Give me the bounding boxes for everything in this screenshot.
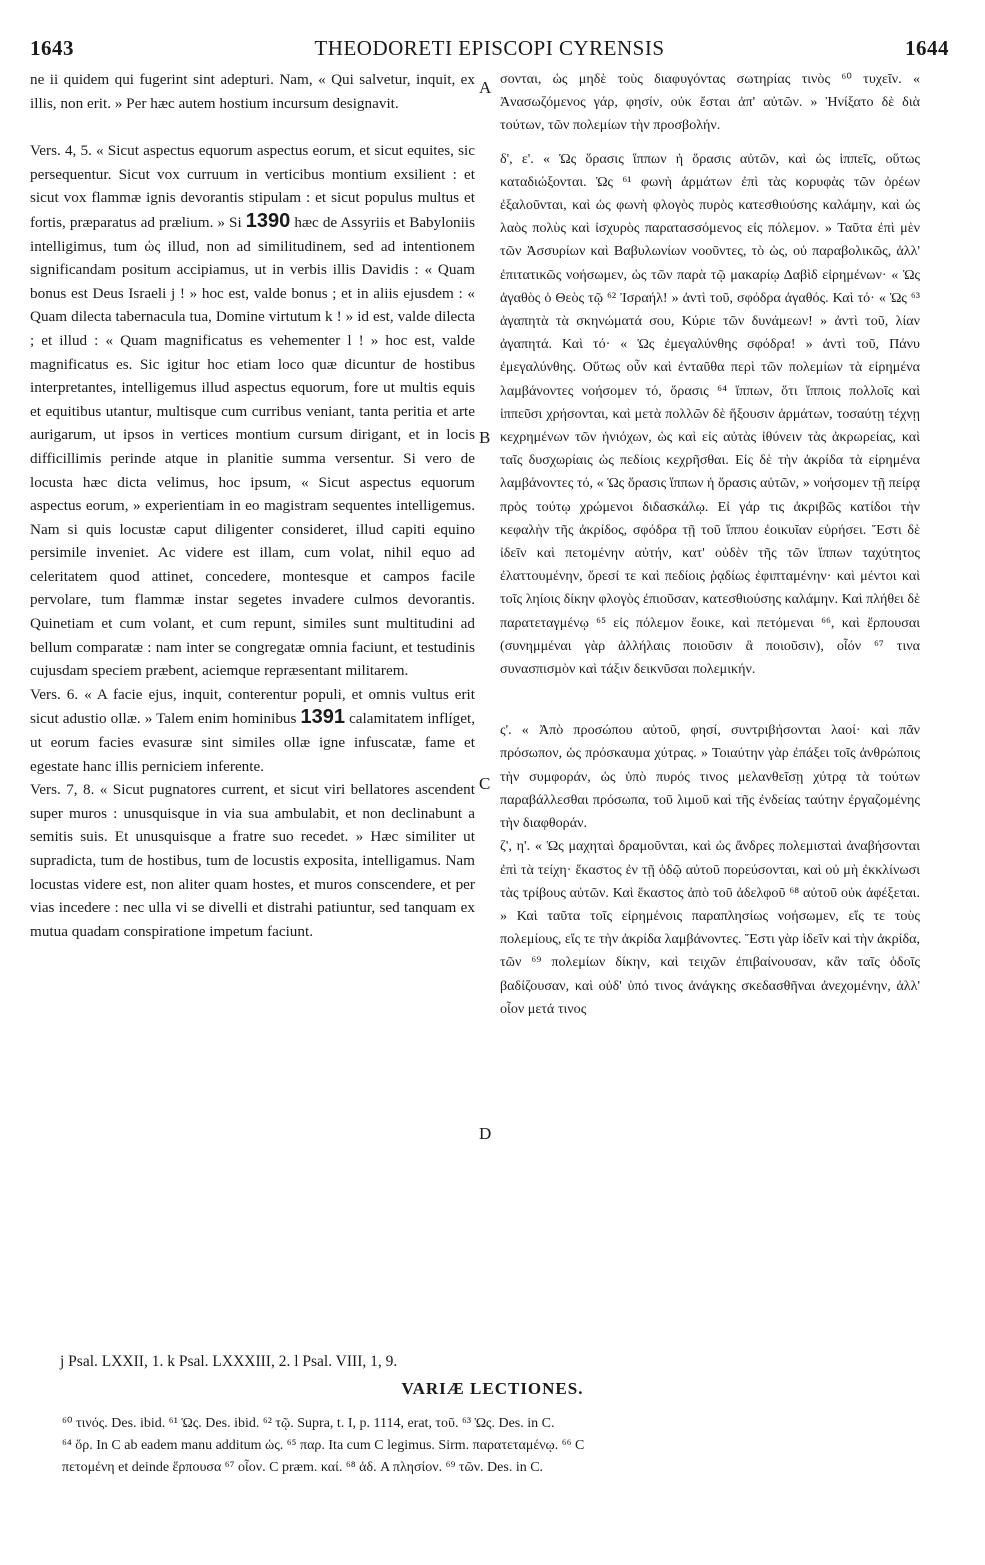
greek-paragraph-1: σονται, ὡς μηδὲ τοὺς διαφυγόντας σωτηρίας τινὸς ⁶⁰ τυχεῖν. « Ἀνασωζόμενος γάρ, φησίν, οὐκ ἔσται ἀπ' αὐτῶν. » Ἠνίξατο δὲ διὰ τούτων, τῶν πολεμίων τὴν προσβολήν. — [500, 71, 920, 134]
margin-marker-d: D — [479, 1124, 492, 1143]
margin-marker-b: B — [479, 428, 491, 447]
page-number-left: 1643 — [30, 36, 74, 60]
variant-line-1: ⁶⁰ τινός. Des. ibid. ⁶¹ Ὡς. Des. ibid. ⁶² τῷ. Supra, t. I, p. 1114, erat, τοῦ. ⁶³ Ὡς. Des. in C. — [62, 1416, 555, 1431]
page-header — [30, 36, 949, 66]
variae-lectiones — [62, 1413, 932, 1479]
column-number: 1391 — [300, 706, 345, 729]
greek-column — [500, 68, 920, 1021]
latin-paragraph-3 — [30, 683, 475, 778]
greek-paragraph-4: ζ', η'. « Ὡς μαχηταὶ δραμοῦνται, καὶ ὡς ἄνδρες πολεμισταὶ ἀναβήσονται ἐπὶ τὰ τείχη· ἕκαστος ἐν τῇ ὁδῷ αὐτοῦ πορεύσονται, καὶ οὐ μὴ ἐκκλίνωσι τὰς τρίβους αὐτῶν. Καὶ ἕκαστος ἀπὸ τοῦ ἀδελφοῦ ⁶⁸ αὐτοῦ οὐκ ἀφέξεται. » Καὶ ταῦτα τοῖς εἰρημένοις παραπλησίως νοήσωμεν, εἴς τε τοὺς πολεμίους, εἴς τε τὴν ἀκρίδα λαμβάνοντες. Ἔστι γὰρ ἰδεῖν καὶ τὴν ἀκρίδα, τῶν ⁶⁹ πολεμίων δίκην, καὶ τειχῶν ἐπιβαίνουσαν, κἂν ταῖς ὁδοῖς βαδίζουσαν, καὶ οὐδ' ὑπό τινος ἀνάγκης σκεδασθῆναι ἀνεχομένην, ἀλλ' οἷον μετά τινος — [500, 838, 920, 1017]
margin-marker-a: A — [479, 78, 492, 97]
latin-paragraph-2 — [30, 139, 475, 683]
page-number-right: 1644 — [905, 36, 949, 60]
footnote-references: j Psal. LXXII, 1. k Psal. LXXXIII, 2. l Psal. VIII, 1, 9. — [60, 1353, 398, 1370]
margin-marker-c: C — [479, 774, 491, 793]
variant-line-2: ⁶⁴ ὅρ. In C ab eadem manu additum ὡς. ⁶⁵ παρ. Ita cum C legimus. Sirm. παρατεταμένῳ. ⁶⁶ C — [62, 1438, 585, 1453]
latin-text: hæc de Assyriis et Babyloniis intelligimus, tum ὡς illud, non ad similitudinem, sed ad intentionem significandam positum accipiamus, ut in verbis illis Davidis : « Quam bonus est Deus Israeli j ! » hoc est, valde bonus ; et in aliis ejusdem : « Quam dilecta tabernacula tua, Domine virtutum k ! » id est, valde dilecta ; et illud : « Quam magnificatus es vehementer l ! » hoc est, valde magnificatus es. Sic igitur hoc etiam loco quæ dicuntur de hostibus interpretantes, intelligemus illud aspectus equorum, fore ut multis equis et equitibus utantur, multisque cum curribus veniant, tanta peritia et arte aurigarum, ut ipsos in vertices montium cursum dirigant, et in locis difficillimis perinde atque in planitie summa versentur. Si vero de locusta hæc dicta velimus, hoc ipsum, « Sicut aspectus equorum aspectus eorum, » experientiam in eo magistram sequentes intelligemus. Nam si quis locustæ caput diligenter consideret, illud capiti equino persimile inveniet. Ac videre est illam, cum volat, nihil equo ad celeritatem quod attinet, concedere, montesque et campos facile pervolare, tum flammæ instar segetes invadere culmos devorantis. Quinetiam et cum volant, et cum repunt, similes sunt multitudini ad bellum comparatæ : nam inter se congregatæ omnia faciunt, et testudinis cujusdam speciem præbent, aciemque repræsentant militarem. — [30, 213, 476, 680]
greek-paragraph-2: δ', ε'. « Ὡς ὅρασις ἵππων ἡ ὅρασις αὐτῶν, καὶ ὡς ἱππεῖς, οὕτως καταδιώξονται. Ὡς ⁶¹ φωνὴ ἁρμάτων ἐπὶ τὰς κορυφὰς τῶν ὀρέων ἐξαλοῦνται, καὶ ὡς φωνὴ φλογὸς πυρὸς κατεσθιούσης καλάμην, καὶ ὡς λαὸς πολὺς καὶ ἰσχυρὸς παρατασσόμενος εἰς πόλεμον. » Ταῦτα ἐπὶ μὲν τῶν Ἀσσυρίων καὶ Βαβυλωνίων νοοῦντες, τὸ ὡς, οὐ παραβολικῶς, ἀλλ' ἐπιτατικῶς νοήσωμεν, ὡς τῶν παρὰ τῷ μακαρίῳ Δαβὶδ εἰρημένων· « Ὡς ἀγαθὸς ὁ Θεὸς τῷ ⁶² Ἰσραήλ! » ἀντὶ τοῦ, σφόδρα ἀγαθός. Καὶ τό· « Ὡς ⁶³ ἀγαπητὰ τὰ σκηνώματά σου, Κύριε τῶν δυνάμεων! » ἀντὶ τοῦ, λίαν ἀγαπητά. Καὶ τό· « Ὡς ἐμεγαλύνθης σφόδρα! » ἀντὶ τοῦ, Πάνυ ἐμεγαλύνθης. Οὕτως οὖν καὶ ἐνταῦθα περὶ τῶν πολεμίων τὰ εἰρημένα λαμβάνοντες νοήσομεν τό, ὅρασις ⁶⁴ ἵππων, ὅτι ἵπποις πολλοῖς καὶ ἱππεῦσι χρήσονται, καὶ μετὰ πολλῶν δὲ ἥξουσιν ἁρμάτων, τοσαύτῃ τέχνῃ κεχρημένων τῶν ἡνιόχων, ὡς καὶ εἰς αὐτὰς ἰθύνειν τὰς ἀκρωρείας, καὶ ταῖς δυσχωρίαις ὡς πεδίοις κεχρῆσθαι. Εἰς δὲ τὴν ἀκρίδα τὰ εἰρημένα λαμβάνοντες τό, « Ὡς ὅρασις ἵππων ἡ ὅρασις αὐτῶν, » νοήσομεν τῇ πείρᾳ πρὸς τούτῳ χρώμενοι διδασκάλῳ. Εἰ γάρ τις ἀκριβῶς κατίδοι τὴν κεφαλὴν τῆς ἀκρίδος, σφόδρα τῇ τοῦ ἵππου ἐοικυῖαν εὑρήσει. Ἔστι δὲ ἰδεῖν καὶ πετομένην αὐτήν, κατ' οὐδὲν τῆς τῶν ἵππων ταχύτητος ἐλαττουμένην, ὄρεσί τε καὶ πεδίοις ῥᾳδίως ἐφιπταμένην· καὶ μέντοι καὶ τοῖς ληίοις δίκην φλογὸς ἐπιοῦσαν, κατεσθιούσης καλάμην. Καὶ πλήθει δὲ παρατεταγμένῳ ⁶⁵ εἰς πόλεμον ἔοικε, καὶ πετόμεναι ⁶⁶, καὶ ἕρπουσαι (συνημμέναι γὰρ ἀλλήλαις ποιοῦσιν ἃ ποιοῦσιν), οἷόν ⁶⁷ τινα συνασπισμὸν καὶ τάξιν δεικνῦσαι πολεμικήν. — [500, 150, 920, 678]
variae-lectiones-title: VARIÆ LECTIONES. — [401, 1379, 584, 1398]
running-title: THEODORETI EPISCOPI CYRENSIS — [314, 36, 665, 60]
latin-text: calamitatem inflíget, ut eorum facies evasuræ sint similes ollæ igne infuscatæ, fame et egestate hanc illis perniciem inferente. — [30, 710, 475, 775]
latin-column — [30, 68, 475, 943]
latin-text: Vers. 4, 5. « Sicut aspectus equorum aspectus eorum, et sicut equites, sic persequentur. Sicut vox curruum in verticibus montium exsilient : et sicut vox flammæ ignis devorantis stipulam : et sicut populus multus et fortis, præparatus ad prælium. » Si — [30, 142, 475, 231]
latin-text: Vers. 6. « A facie ejus, inquit, conterentur populi, et omnis vultus erit sicut adustio ollæ. » Talem enim hominibus — [30, 685, 475, 728]
column-number: 1390 — [245, 209, 291, 232]
latin-paragraph-1: ne ii quidem qui fugerint sint adepturi. Nam, « Qui salvetur, inquit, ex illis, non erit. » Per hæc autem hostium incursum designavit. — [30, 71, 475, 112]
variant-line-3: πετομένη et deinde ἕρπουσα ⁶⁷ οἷον. C præm. καί. ⁶⁸ ἀδ. A πλησίον. ⁶⁹ τῶν. Des. in C. — [62, 1460, 544, 1475]
greek-paragraph-3: ς'. « Ἀπὸ προσώπου αὐτοῦ, φησί, συντριβήσονται λαοί· καὶ πᾶν πρόσωπον, ὡς πρόσκαυμα χύτρας. » Τοιαύτην γὰρ ἐπάξει τοῖς ἀνθρώποις τὴν συμφοράν, ὡς ὑπὸ πυρός τινος μελανθεῖσῃ χύτρᾳ τὰ τούτων παραβάλλεσθαι πρόσωπα, τοῦ λιμοῦ καὶ τῆς ἐνδείας ταύτην ἐργαζομένης τὴν διαφθοράν. — [500, 722, 920, 832]
latin-paragraph-4: Vers. 7, 8. « Sicut pugnatores current, et sicut viri bellatores ascendent super muros : unusquisque in via sua ambulabit, et non declinabunt a semitis suis. Et unusquisque a fratre suo recedet. » Hæc similiter ut supradicta, tum de hostibus, tum de locustis exposita, intelligamus. Nam locustas videre est, non aliter quam hostes, et muros conscendere, et per vias incedere : nec ulla vi se divelli et distrahi patiuntur, sed tanquam ex mutua quadam conspiratione impetum faciunt. — [30, 781, 475, 940]
